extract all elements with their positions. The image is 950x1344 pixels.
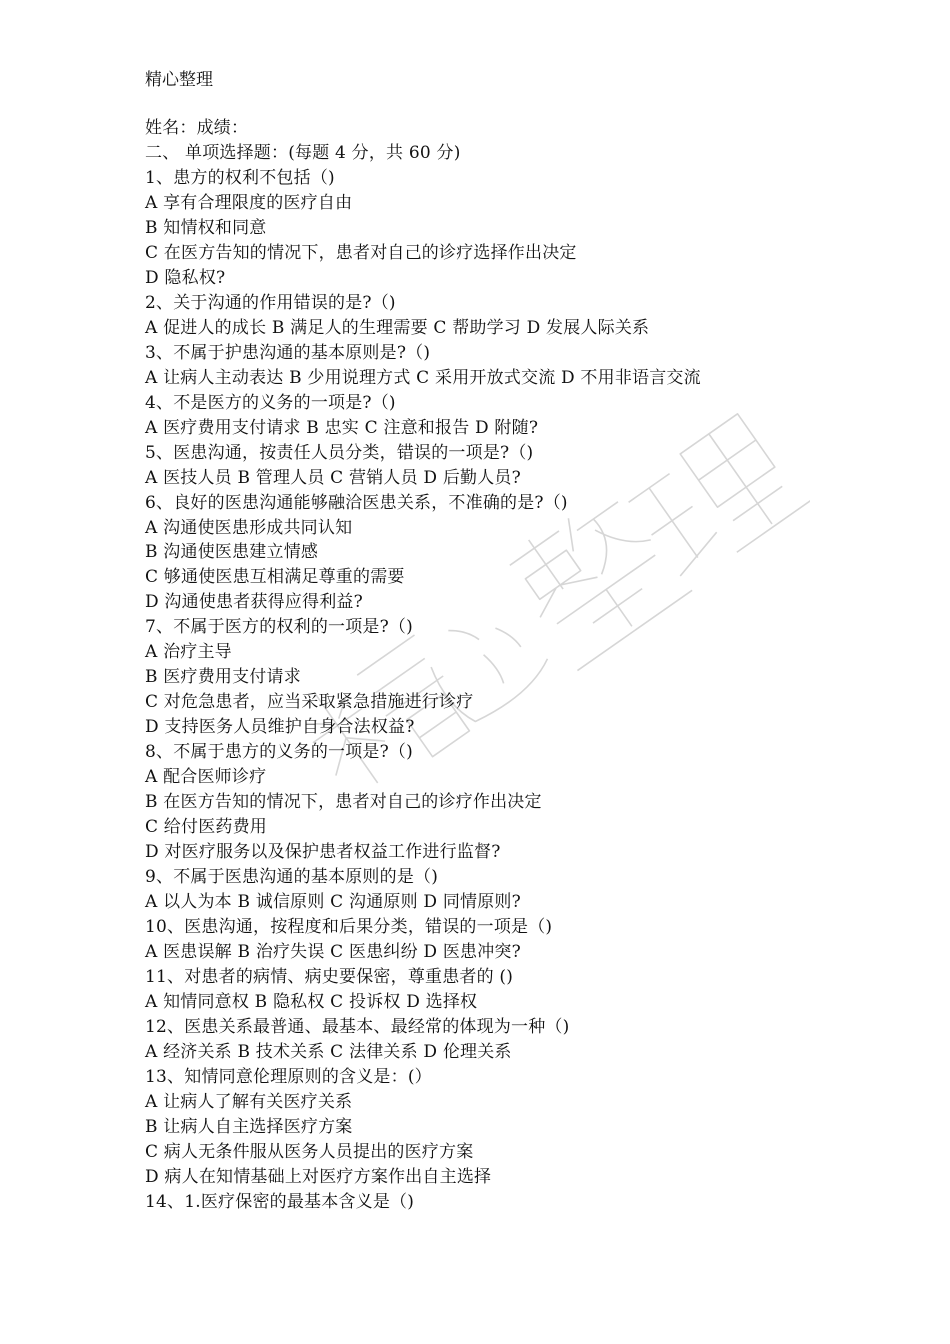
document-line: D 支持医务人员维护自身合法权益? [145,717,415,738]
document-line: 4、不是医方的义务的一项是?（) [145,392,396,413]
document-line: 二、 单项选择题：(每题 4 分，共 60 分) [145,142,461,163]
document-line: 3、不属于护患沟通的基本原则是?（) [145,342,431,363]
document-line: A 医患误解 B 治疗失误 C 医患纠纷 D 医患冲突? [145,941,521,962]
document-line: A 治疗主导 [145,642,232,663]
document-line: 6、良好的医患沟通能够融洽医患关系，不准确的是?（) [145,492,568,513]
document-line: A 让病人主动表达 B 少用说理方式 C 采用开放式交流 D 不用非语言交流 [145,367,701,388]
document-line: B 知情权和同意 [145,217,267,238]
document-line: A 享有合理限度的医疗自由 [145,192,353,213]
document-line: B 让病人自主选择医疗方案 [145,1116,353,1137]
document-line: D 隐私权? [145,267,226,288]
document-line: 11、对患者的病情、病史要保密，尊重患者的 () [145,966,514,987]
document-line: D 病人在知情基础上对医疗方案作出自主选择 [145,1166,492,1187]
document-line: 13、知情同意伦理原则的含义是：(） [145,1066,432,1087]
document-line: D 对医疗服务以及保护患者权益工作进行监督? [145,842,501,863]
document-line: A 医技人员 B 管理人员 C 营销人员 D 后勤人员? [145,467,521,488]
document-line: A 以人为本 B 诚信原则 C 沟通原则 D 同情原则? [145,892,521,913]
document-line: 14、1.医疗保密的最基本含义是（) [145,1191,415,1212]
document-line: A 知情同意权 B 隐私权 C 投诉权 D 选择权 [145,991,478,1012]
document-line: A 促进人的成长 B 满足人的生理需要 C 帮助学习 D 发展人际关系 [145,317,650,338]
document-line: 7、不属于医方的权利的一项是?（) [145,617,413,638]
document-line: A 经济关系 B 技术关系 C 法律关系 D 伦理关系 [145,1041,512,1062]
document-line: 9、不属于医患沟通的基本原则的是（) [145,867,439,888]
document-line: C 病人无条件服从医务人员提出的医疗方案 [145,1141,474,1162]
document-line: A 沟通使医患形成共同认知 [145,517,353,538]
document-line: C 在医方告知的情况下，患者对自己的诊疗选择作出决定 [145,242,577,263]
document-line: B 医疗费用支付请求 [145,667,301,688]
document-line: B 在医方告知的情况下，患者对自己的诊疗作出决定 [145,792,542,813]
document-line: 2、关于沟通的作用错误的是?（) [145,292,396,313]
document-line: D 沟通使患者获得应得利益? [145,592,363,613]
document-line: 10、医患沟通，按程度和后果分类，错误的一项是（) [145,917,553,937]
document-line: 1、患方的权利不包括（) [145,167,335,188]
page-header: 精心整理 [145,70,213,90]
document-line: C 给付医药费用 [145,817,268,838]
document-line: C 够通使医患互相满足尊重的需要 [145,567,405,588]
document-line: 姓名：成绩： [145,118,249,138]
document-line: 12、医患关系最普通、最基本、最经常的体现为一种（) [145,1016,570,1037]
document-line: A 医疗费用支付请求 B 忠实 C 注意和报告 D 附随? [145,417,539,438]
document-line: 5、医患沟通，按责任人员分类，错误的一项是?（) [145,442,534,463]
document-line: B 沟通使医患建立情感 [145,542,319,563]
document-line: A 配合医师诊疗 [145,767,267,788]
document-line: C 对危急患者，应当采取紧急措施进行诊疗 [145,692,474,713]
document-line: A 让病人了解有关医疗关系 [145,1091,353,1112]
document-line: 8、不属于患方的义务的一项是?（) [145,742,413,763]
document-body [145,116,701,1215]
